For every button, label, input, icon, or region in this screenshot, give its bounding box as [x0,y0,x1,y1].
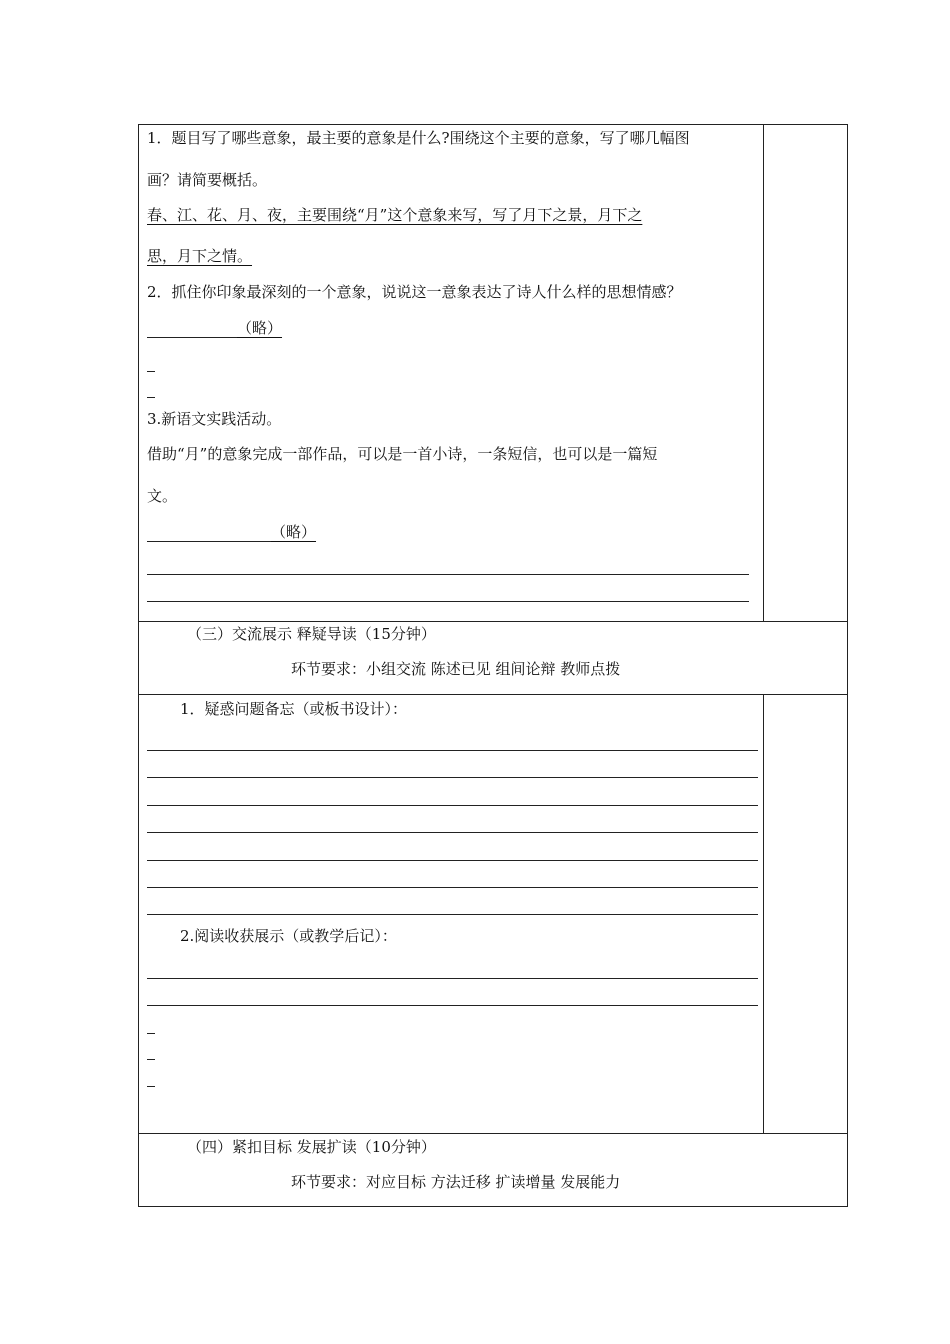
question-3-desc-line-1: 借助“月”的意象完成一部作品，可以是一首小诗，一条短信，也可以是一篇短 [147,445,658,463]
notes-question-2: 2.阅读收获展示（或教学后记）： [180,927,397,945]
answer-rule [147,574,749,575]
question-2: 2．抓住你印象最深刻的一个意象，说说这一意象表达了诗人什么样的思想情感？ [147,283,682,301]
notes-rule [147,887,758,888]
notes-column-divider [763,694,764,1134]
notes-column-divider [763,124,764,622]
notes-rule [147,860,758,861]
question-1-line-2: 画？请简要概括。 [147,171,268,189]
notes-rule [147,777,758,778]
notes-rule [147,914,758,915]
section-3-requirements: 环节要求：小组交流 陈述已见 组间论辩 教师点拨 [291,660,621,678]
answer-3-line [147,522,316,542]
notes-dash [147,1033,155,1034]
notes-rule [147,978,758,979]
answer-2-text: （略） [237,319,283,337]
notes-question-1: 1．疑惑问题备忘（或板书设计）： [180,700,408,718]
answer-1-line-2: 思，月下之情。 [147,247,253,265]
notes-dash [147,1059,155,1060]
question-3-desc-line-2: 文。 [147,487,178,505]
notes-rule [147,1005,758,1006]
section-3-title: （三）交流展示 释疑导读（15分钟） [187,625,436,643]
answer-rule [147,601,749,602]
questions-cell [138,124,848,622]
question-1-line-1: 1．题目写了哪些意象，最主要的意象是什么?围绕这个主要的意象，写了哪几幅图 [147,129,690,147]
question-3: 3.新语文实践活动。 [147,410,282,428]
answer-2-dash-2 [147,397,155,398]
notes-dash [147,1086,155,1087]
answer-3-text: （略） [271,523,317,541]
notes-rule [147,832,758,833]
answer-2-dash-1 [147,371,155,372]
section-4-title: （四）紧扣目标 发展扩读（10分钟） [187,1138,436,1156]
notes-rule [147,805,758,806]
notes-rule [147,750,758,751]
answer-2-line [147,318,282,338]
answer-1-line-1: 春、江、花、月、夜，主要围绕“月”这个意象来写，写了月下之景，月下之 [147,206,643,224]
section-4-requirements: 环节要求：对应目标 方法迁移 扩读增量 发展能力 [291,1173,621,1191]
